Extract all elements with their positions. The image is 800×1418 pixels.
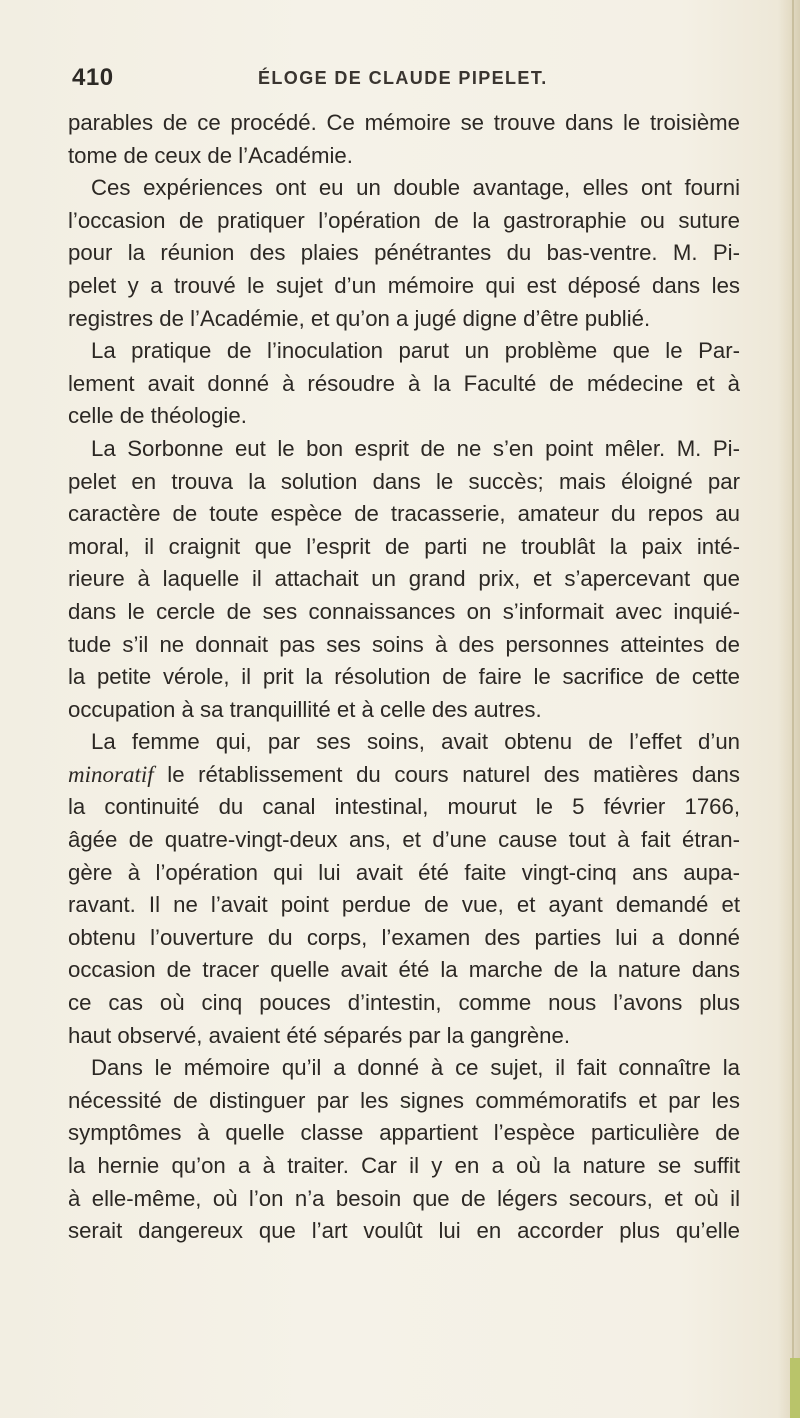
text-line-rest: le rétablissement du cours naturel des matières dans bbox=[167, 761, 740, 787]
text-line: moral, il craignit que l’esprit de parti ne troublât la paix inté- bbox=[68, 533, 740, 559]
text-line: occupation à sa tranquillité et à celle des autres. bbox=[68, 696, 542, 722]
text-line: La femme qui, par ses soins, avait obtenu de l’effet d’un bbox=[91, 729, 740, 755]
page-edge-tab bbox=[790, 1358, 800, 1418]
text-line: pelet en trouva la solution dans le succès; mais éloigné par bbox=[68, 468, 740, 494]
text-line: tome de ceux de l’Académie. bbox=[68, 142, 353, 168]
text-line: ravant. Il ne l’avait point perdue de vue, et ayant demandé et bbox=[68, 892, 740, 918]
text-line: parables de ce procédé. Ce mémoire se trouve dans le troisième bbox=[68, 110, 740, 135]
italic-term: minoratif bbox=[68, 761, 154, 787]
text-line-with-italic bbox=[68, 759, 740, 792]
text-line: dans le cercle de ses connaissances on s’informait avec inquié- bbox=[68, 598, 740, 624]
text-line: lement avait donné à résoudre à la Faculté de médecine et à bbox=[68, 370, 740, 396]
text-line: gère à l’opération qui lui avait été faite vingt-cinq ans aupa- bbox=[68, 859, 740, 885]
text-line: symptômes à quelle classe appartient l’espèce particulière de bbox=[68, 1120, 740, 1146]
text-line: la petite vérole, il prit la résolution de faire le sacrifice de cette bbox=[68, 664, 740, 690]
text-line: pelet y a trouvé le sujet d’un mémoire qui est déposé dans les bbox=[68, 272, 740, 298]
text-line: ce cas où cinq pouces d’intestin, comme nous l’avons plus bbox=[68, 990, 740, 1016]
text-line: occasion de tracer quelle avait été la marche de la nature dans bbox=[68, 957, 740, 983]
text-line: celle de théologie. bbox=[68, 403, 247, 429]
text-line: haut observé, avaient été séparés par la gangrène. bbox=[68, 1022, 571, 1048]
text-line: âgée de quatre-vingt-deux ans, et d’une cause tout à fait étran- bbox=[68, 827, 740, 853]
text-line: à elle-même, où l’on n’a besoin que de légers secours, et où il bbox=[68, 1185, 740, 1211]
text-line: la hernie qu’on a à traiter. Car il y en a où la nature se suffit bbox=[68, 1153, 740, 1178]
text-line: l’occasion de pratiquer l’opération de la gastroraphie ou suture bbox=[68, 207, 740, 233]
running-head: ÉLOGE DE CLAUDE PIPELET. bbox=[258, 68, 548, 88]
text-line: pour la réunion des plaies pénétrantes du bas-ventre. M. Pi- bbox=[68, 240, 740, 266]
text-line: nécessité de distinguer par les signes commémoratifs et par les bbox=[68, 1087, 740, 1113]
text-line: La pratique de l’inoculation parut un problème que le Par- bbox=[91, 338, 740, 364]
text-line: registres de l’Académie, et qu’on a jugé digne d’être publié. bbox=[68, 305, 651, 331]
page-number: 410 bbox=[72, 64, 114, 91]
text-line: serait dangereux que l’art voulût lui en accorder plus qu’elle bbox=[68, 1218, 740, 1244]
page-edge-line bbox=[792, 0, 794, 1418]
text-line: caractère de toute espèce de tracasserie, amateur du repos au bbox=[68, 501, 740, 527]
text-line: tude s’il ne donnait pas ses soins à des personnes atteintes de bbox=[68, 631, 740, 657]
text-line: la continuité du canal intestinal, mourut le 5 février 1766, bbox=[68, 794, 740, 820]
page-header bbox=[0, 64, 800, 96]
text-line: Dans le mémoire qu’il a donné à ce sujet, il fait connaître la bbox=[91, 1055, 740, 1081]
text-line: rieure à laquelle il attachait un grand prix, et s’apercevant que bbox=[68, 566, 740, 592]
text-line: La Sorbonne eut le bon esprit de ne s’en point mêler. M. Pi- bbox=[91, 435, 740, 461]
page-edge-shadow bbox=[778, 0, 800, 1418]
body-text bbox=[68, 107, 740, 1248]
text-line: Ces expériences ont eu un double avantage, elles ont fourni bbox=[91, 175, 740, 201]
text-line: obtenu l’ouverture du corps, l’examen des parties lui a donné bbox=[68, 924, 740, 950]
